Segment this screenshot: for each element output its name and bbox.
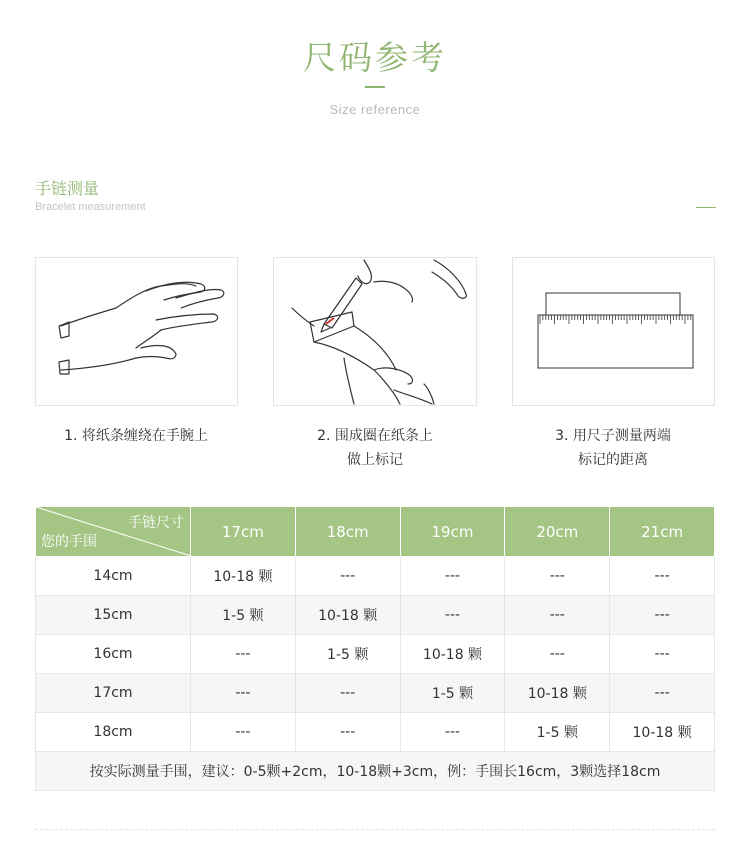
column-header: 18cm xyxy=(295,507,400,557)
step-1-caption xyxy=(36,424,236,448)
section-title: 手链测量 xyxy=(35,179,100,198)
table-cell: 10-18 颗 xyxy=(610,713,715,752)
step-2-caption-line-2: 做上标记 xyxy=(347,452,403,468)
page-subtitle: Size reference xyxy=(329,102,421,117)
table-cell: 1-5 颗 xyxy=(295,635,400,674)
column-header: 20cm xyxy=(505,507,610,557)
hand-with-paper-strip-icon xyxy=(36,258,237,405)
table-cell: 1-5 颗 xyxy=(400,674,505,713)
row-label: 18cm xyxy=(36,713,191,752)
step-2-caption-line-1: 2. 围成圈在纸条上 xyxy=(317,428,433,444)
table-cell: --- xyxy=(400,557,505,596)
table-cell: --- xyxy=(610,674,715,713)
page-title: 尺码参考 xyxy=(303,38,447,77)
bottom-divider xyxy=(35,829,715,830)
table-cell: 10-18 颗 xyxy=(295,596,400,635)
sizing-note: 按实际测量手围，建议：0-5颗+2cm，10-18颗+3cm，例：手围长16cm，3颗选择18cm xyxy=(36,752,715,791)
table-cell: --- xyxy=(295,674,400,713)
table-cell: --- xyxy=(400,596,505,635)
table-cell: 10-18 颗 xyxy=(400,635,505,674)
table-note-row xyxy=(36,752,715,791)
size-chart-table xyxy=(35,506,715,791)
row-label: 14cm xyxy=(36,557,191,596)
table-header-row xyxy=(36,507,715,557)
step-2-caption xyxy=(275,424,475,472)
row-label: 16cm xyxy=(36,635,191,674)
table-cell: --- xyxy=(505,557,610,596)
section-subtitle: Bracelet measurement xyxy=(35,201,146,213)
column-header: 19cm xyxy=(400,507,505,557)
corner-bracelet-size-label: 手链尺寸 xyxy=(128,515,184,531)
column-header: 17cm xyxy=(191,507,296,557)
table-cell: --- xyxy=(610,635,715,674)
table-cell: --- xyxy=(191,674,296,713)
table-row xyxy=(36,713,715,752)
corner-wrist-size-label: 您的手围 xyxy=(41,534,97,550)
step-3-caption-line-2: 标记的距离 xyxy=(578,452,648,468)
table-corner-cell xyxy=(36,507,191,557)
table-cell: 10-18 颗 xyxy=(191,557,296,596)
step-3-illustration xyxy=(512,257,715,406)
table-row xyxy=(36,635,715,674)
table-cell: --- xyxy=(505,635,610,674)
step-2-illustration xyxy=(273,257,477,406)
table-cell: 1-5 颗 xyxy=(191,596,296,635)
table-row xyxy=(36,557,715,596)
table-cell: --- xyxy=(295,557,400,596)
table-cell: --- xyxy=(505,596,610,635)
table-cell: 10-18 颗 xyxy=(505,674,610,713)
ruler-measuring-icon xyxy=(513,258,714,405)
table-cell: --- xyxy=(610,596,715,635)
table-row xyxy=(36,674,715,713)
table-cell: --- xyxy=(400,713,505,752)
section-divider xyxy=(696,207,716,208)
table-cell: --- xyxy=(295,713,400,752)
step-1-caption-line-1: 1. 将纸条缠绕在手腕上 xyxy=(64,428,208,444)
table-cell: --- xyxy=(191,635,296,674)
section-header xyxy=(35,179,146,213)
page-header xyxy=(0,36,750,117)
table-cell: --- xyxy=(610,557,715,596)
step-1-illustration xyxy=(35,257,238,406)
step-3-caption xyxy=(513,424,713,472)
table-cell: --- xyxy=(191,713,296,752)
row-label: 17cm xyxy=(36,674,191,713)
table-cell: 1-5 颗 xyxy=(505,713,610,752)
marking-pen-on-wrist-icon xyxy=(274,258,476,405)
column-header: 21cm xyxy=(610,507,715,557)
table-row xyxy=(36,596,715,635)
title-divider xyxy=(365,86,385,88)
step-3-caption-line-1: 3. 用尺子测量两端 xyxy=(555,428,671,444)
row-label: 15cm xyxy=(36,596,191,635)
